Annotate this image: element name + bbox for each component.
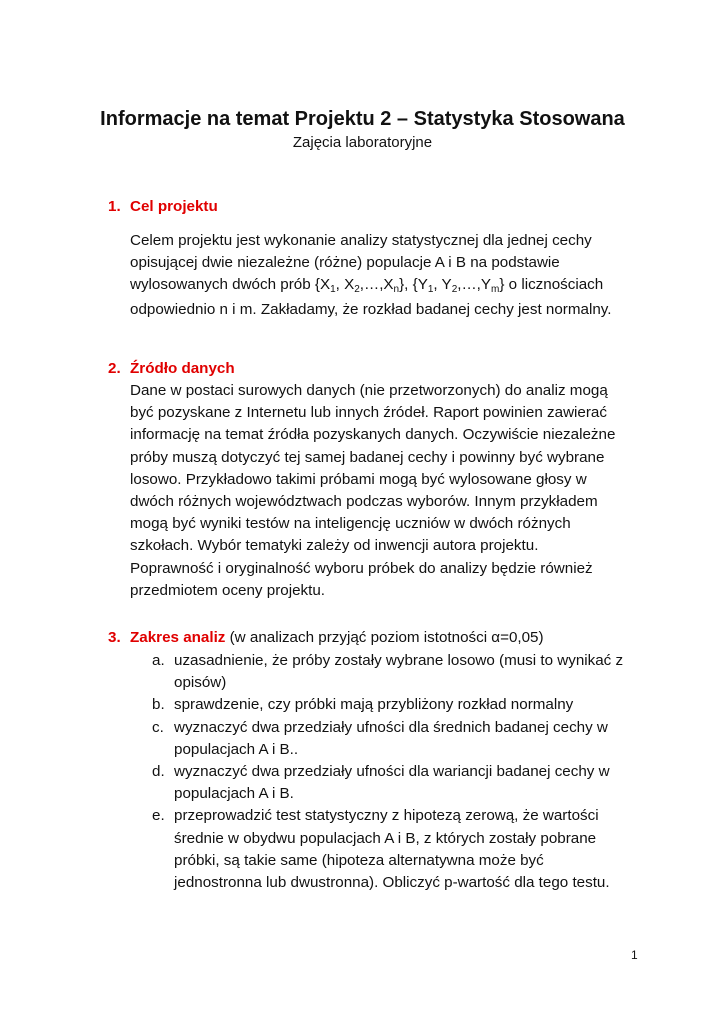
section-number: 2. [108,360,121,377]
list-item [108,694,648,716]
section-analysis-scope [108,627,648,894]
list-item-line: średnie w obydwu populacjach A i B, z których zostały pobrane [174,829,597,847]
section-heading: Zakres analiz [130,629,226,646]
list-item [108,717,648,761]
section-data-source [108,358,648,602]
list-item-line: sprawdzenie, czy próbki mają przybliżony rozkład normalny [174,696,574,714]
paragraph-line: Celem projektu jest wykonanie analizy statystycznej dla jednej cechy [130,232,592,249]
subscript: 1 [330,284,336,296]
subscript: 1 [427,284,434,296]
page-subtitle: Zajęcia laboratoryjne [292,134,433,151]
list-item-line: przeprowadzić test statystyczny z hipotezą zerową, że wartości [174,807,599,825]
section-analysis-scope-heading [108,627,648,649]
paragraph-line: mogą być wyniki testów na inteligencję uczniów w dwóch różnych [130,515,571,533]
text-fragment: ,…,Y [457,276,492,294]
paragraph-line: Dane w postaci surowych danych (nie przetworzonych) do analiz mogą [130,382,608,399]
list-item-line: populacjach A i B.. [174,740,299,758]
list-item [108,650,648,694]
paragraph-line: być pozyskane z Internetu lub innych źródeł. Raport powinien zawierać [130,404,607,422]
paragraph-line: szkołach. Wybór tematyki zależy od inwencji autora projektu. [130,537,539,555]
subscript: n [393,284,400,296]
list-item [108,805,648,894]
section-number: 3. [108,629,121,646]
text-fragment: wylosowanych dwóch prób {X [130,276,331,294]
list-item-letter: d. [152,763,165,781]
section-goal-body [108,230,648,321]
page-title: Informacje na temat Projektu 2 – Statystyka Stosowana [100,108,625,130]
page-number: 1 [631,948,638,962]
list-item-line: populacjach A i B. [174,785,294,803]
list-item-line: opisów) [174,674,227,692]
text-fragment: , X [335,276,355,294]
paragraph-line: Poprawność i oryginalność wyboru próbek do analizy będzie również [130,559,593,577]
paragraph-line: informację na temat źródła pozyskanych danych. Oczywiście niezależne [130,426,616,444]
section-goal [108,196,648,321]
section-data-source-heading [108,358,648,380]
list-item [108,761,648,805]
list-item-letter: e. [152,807,165,825]
section-heading: Cel projektu [130,198,218,215]
list-item-line: uzasadnienie, że próby zostały wybrane losowo (musi to wynikać z [174,652,624,669]
section-goal-heading [108,196,648,218]
subscript: 2 [451,284,458,296]
list-item-letter: b. [152,696,165,714]
list-item-line: jednostronna lub dwustronna). Obliczyć p-wartość dla tego testu. [174,874,610,892]
paragraph-line: próby muszą dotyczyć tej samej badanej cechy i powinny być wybrane [130,448,605,466]
paragraph-line: dwóch różnych województwach podczas wyborów. Innym przykładem [130,493,598,511]
section-data-source-body [108,380,648,602]
list-item-line: wyznaczyć dwa przedziały ufności dla wariancji badanej cechy w [174,763,610,781]
paragraph-line: opisującej dwie niezależne (różne) populacje A i B na podstawie [130,254,560,272]
section-heading: Źródło danych [130,360,235,377]
subscript: m [491,284,500,296]
section-heading-note: (w analizach przyjąć poziom istotności α=0,05) [225,629,544,646]
list-item-line: próbki, są takie same (hipoteza alternatywna może być [174,851,544,869]
analysis-list [108,650,648,894]
list-item-line: wyznaczyć dwa przedziały ufności dla średnich badanej cechy w [174,718,608,736]
list-item-letter: a. [152,652,165,669]
paragraph-line: odpowiednio n i m. Zakładamy, że rozkład badanej cechy jest normalny. [130,300,612,318]
subscript: 2 [354,284,360,296]
samples-line [130,274,648,298]
text-fragment: , Y [433,276,452,294]
section-number: 1. [108,198,121,215]
list-item-letter: c. [152,718,164,736]
paragraph-line: losowo. Przykładowo takimi próbami mogą być wylosowane głosy w [130,470,587,488]
paragraph-line: przedmiotem oceny projektu. [130,581,325,599]
text-fragment: ,…,X [359,276,394,294]
text-fragment: }, {Y [399,276,428,294]
text-fragment: } o licznościach [499,276,604,294]
